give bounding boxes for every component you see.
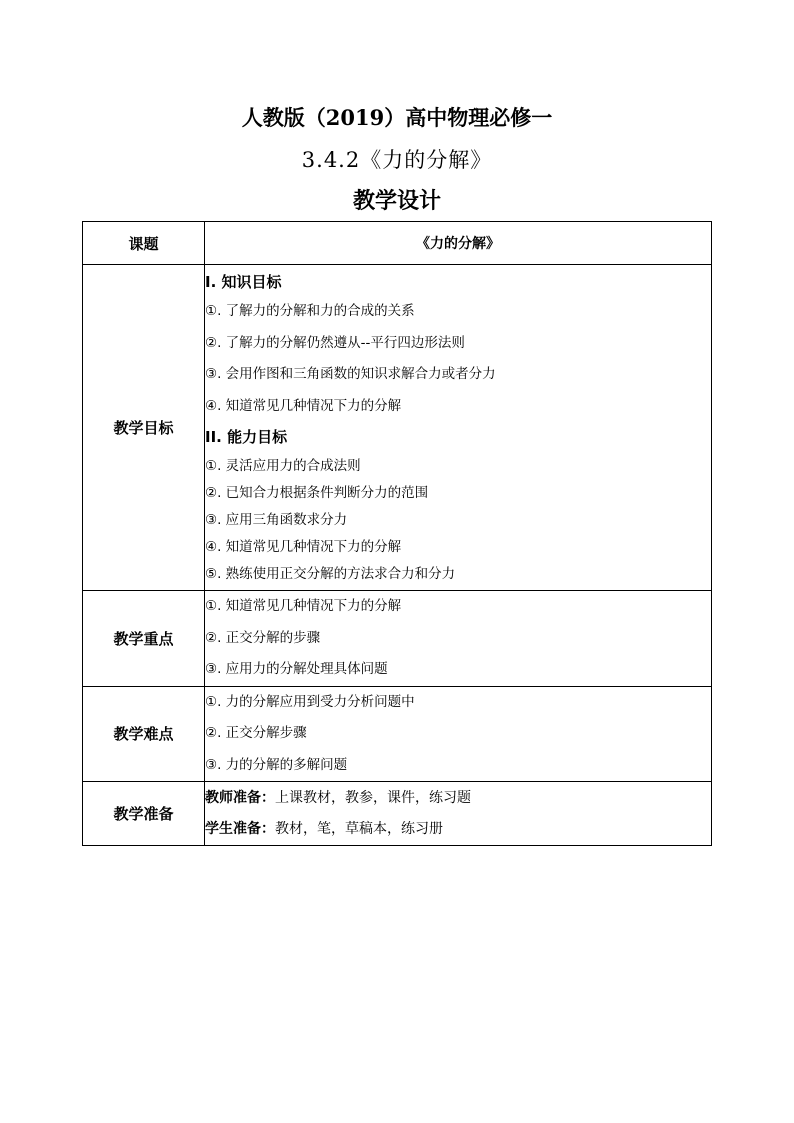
ability-item: ②. 已知合力根据条件判断分力的范围 [205, 485, 429, 501]
row-preparation [83, 782, 712, 846]
teacher-preparation-value: 上课教材，教参，课件，练习题 [275, 789, 471, 806]
row-topic [83, 222, 712, 265]
difficulty-item: ③. 力的分解的多解问题 [205, 756, 348, 773]
student-preparation-label: 学生准备： [205, 820, 275, 837]
knowledge-item: ①. 了解力的分解和力的合成的关系 [205, 303, 415, 319]
ability-item: ①. 灵活应用力的合成法则 [205, 458, 361, 474]
label-difficulties: 教学难点 [83, 686, 205, 782]
key-points-content [205, 591, 712, 687]
student-preparation-value: 教材，笔，草稿本，练习册 [275, 820, 443, 837]
ability-item: ④. 知道常见几种情况下力的分解 [205, 539, 402, 555]
ability-heading: II. 能力目标 [205, 428, 288, 446]
knowledge-item: ②. 了解力的分解仍然遵从--平行四边形法则 [205, 334, 465, 351]
label-preparation: 教学准备 [83, 782, 205, 846]
key-point-item: ①. 知道常见几种情况下力的分解 [205, 598, 402, 614]
lesson-plan-table [82, 221, 712, 846]
ability-item: ⑤. 熟练使用正交分解的方法求合力和分力 [205, 566, 456, 582]
row-goals [83, 265, 712, 591]
key-point-item: ②. 正交分解的步骤 [205, 629, 321, 646]
label-topic: 课题 [83, 222, 205, 265]
student-preparation [205, 814, 711, 845]
value-topic: 《力的分解》 [205, 222, 712, 265]
title-line-3: 教学设计 [352, 188, 441, 214]
title-line-1: 人教版（2019）高中物理必修一 [241, 105, 553, 130]
ability-item: ③. 应用三角函数求分力 [205, 512, 348, 528]
teacher-preparation-label: 教师准备： [205, 789, 275, 806]
goals-content [205, 265, 712, 591]
row-difficulties [83, 686, 712, 782]
knowledge-item: ④. 知道常见几种情况下力的分解 [205, 397, 402, 414]
title-line-2: 3.4.2《力的分解》 [301, 148, 493, 172]
row-key-points [83, 591, 712, 687]
knowledge-heading: I. 知识目标 [205, 273, 282, 291]
difficulties-content [205, 686, 712, 782]
key-point-item: ③. 应用力的分解处理具体问题 [205, 661, 388, 677]
preparation-content [205, 782, 712, 846]
difficulty-item: ②. 正交分解步骤 [205, 725, 307, 741]
difficulty-item: ①. 力的分解应用到受力分析问题中 [205, 693, 415, 710]
knowledge-item: ③. 会用作图和三角函数的知识求解合力或者分力 [205, 366, 496, 382]
label-key-points: 教学重点 [83, 591, 205, 687]
label-goals: 教学目标 [83, 265, 205, 591]
teacher-preparation [205, 783, 711, 814]
